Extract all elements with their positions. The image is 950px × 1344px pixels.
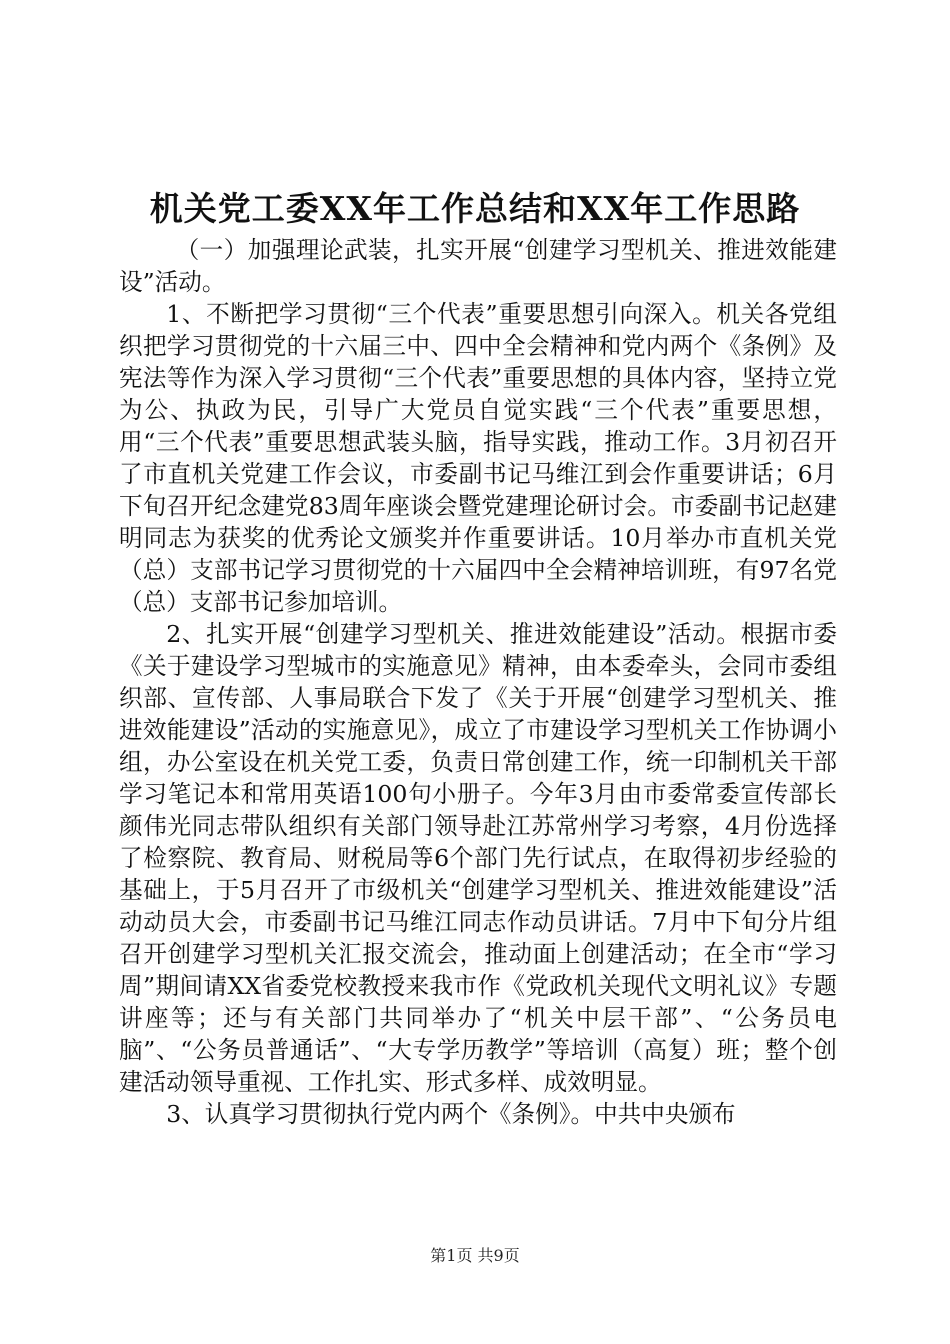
body-paragraph-2: 2、扎实开展“创建学习型机关、推进效能建设”活动。根据市委《关于建设学习型城市的实施意见》精神，由本委牵头，会同市委组织部、宣传部、人事局联合下发了《关于开展“创建学习型机关、推进效能建设”活动的实施意见》，成立了市建设学习型机关工作协调小组，办公室设在机关党工委，负责日常创建工作，统一印制机关干部学习笔记本和常用英语100句小册子。今年3月由市委常委宣传部长颜伟光同志带队组织有关部门领导赴江苏常州学习考察，4月份选择了检察院、教育局、财税局等6个部门先行试点，在取得初步经验的基础上，于5月召开了市级机关“创建学习型机关、推进效能建设”活动动员大会，市委副书记马维江同志作动员讲话。7月中下旬分片组召开创建学习型机关汇报交流会，推动面上创建活动；在全市“学习周”期间请XX省委党校教授来我市作《党政机关现代文明礼议》专题讲座等；还与有关部门共同举办了“机关中层干部”、“公务员电脑”、“公务员普通话”、“大专学历教学”等培训（高复）班；整个创建活动领导重视、工作扎实、形式多样、成效明显。 xyxy=(119,620,837,1096)
body-paragraph-3: 3、认真学习贯彻执行党内两个《条例》。中共中央颁布 xyxy=(166,1100,736,1128)
document-body xyxy=(119,234,837,1130)
document-title: 机关党工委XX年工作总结和XX年工作思路 xyxy=(149,189,801,228)
section-heading-paragraph: （一）加强理论武装，扎实开展“创建学习型机关、推进效能建设”活动。 xyxy=(119,236,837,296)
body-paragraph-1: 1、不断把学习贯彻“三个代表”重要思想引向深入。机关各党组织把学习贯彻党的十六届三中、四中全会精神和党内两个《条例》及宪法等作为深入学习贯彻“三个代表”重要思想的具体内容，坚持立党为公、执政为民，引导广大党员自觉实践“三个代表”重要思想，用“三个代表”重要思想武装头脑，指导实践，推动工作。3月初召开了市直机关党建工作会议，市委副书记马维江到会作重要讲话；6月下旬召开纪念建党83周年座谈会暨党建理论研讨会。市委副书记赵建明同志为获奖的优秀论文颁奖并作重要讲话。10月举办市直机关党（总）支部书记学习贯彻党的十六届四中全会精神培训班，有97名党（总）支部书记参加培训。 xyxy=(119,300,837,616)
page-footer: 第1页 共9页 xyxy=(430,1246,520,1265)
